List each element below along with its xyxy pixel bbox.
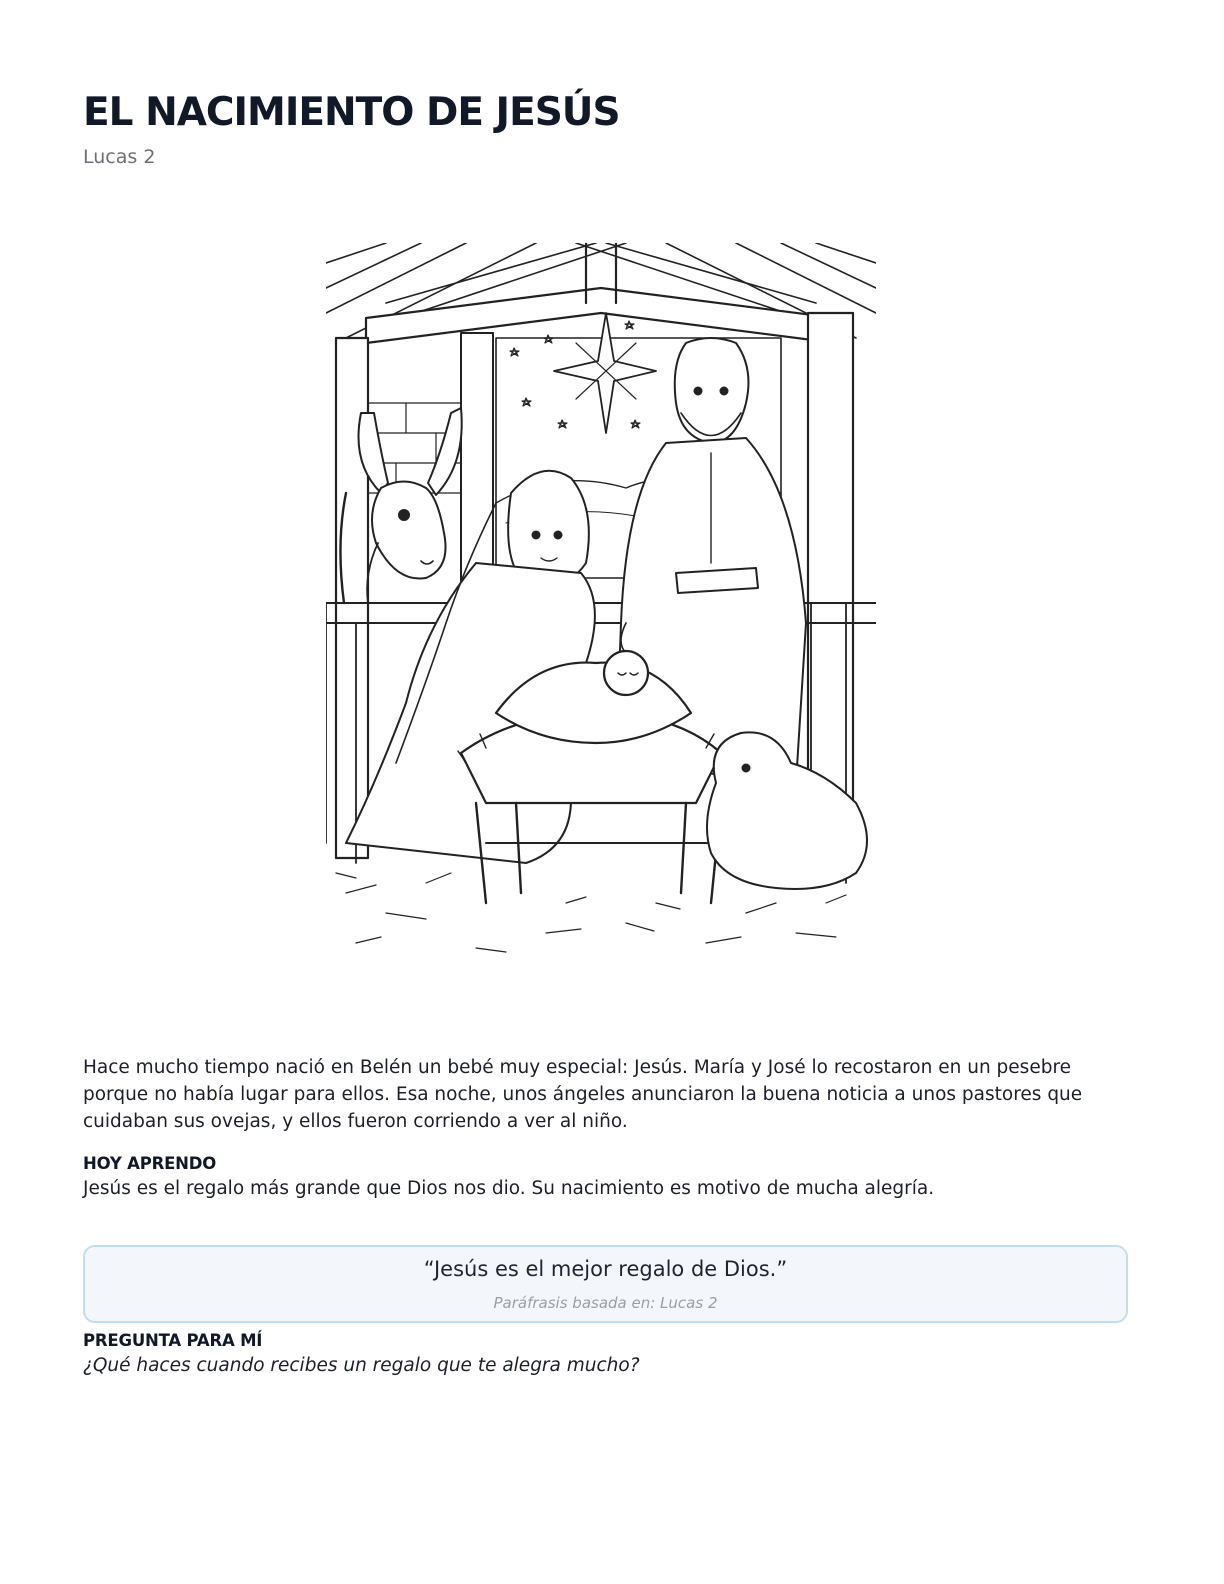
question-text: ¿Qué haces cuando recibes un regalo que te alegra mucho? (83, 1355, 640, 1376)
scripture-reference: Lucas 2 (83, 146, 156, 168)
star-of-bethlehem (554, 313, 656, 433)
memory-verse-reference: Paráfrasis basada en: Lucas 2 (493, 1294, 718, 1312)
learn-text: Jesús es el regalo más grande que Dios nos dio. Su nacimiento es motivo de mucha alegría. (83, 1178, 935, 1199)
learn-heading: HOY APRENDO (83, 1154, 217, 1173)
question-heading: PREGUNTA PARA MÍ (83, 1331, 263, 1350)
story-paragraph: Hace mucho tiempo nació en Belén un bebé muy especial: Jesús. María y José lo recostaron en un pesebre porque no había lugar para ellos. Esa noche, unos ángeles anunciaron la buena noticia a unos pastores que cuidaban sus ovejas, y ellos fueron corriendo a ver al niño. (83, 1057, 1083, 1132)
nativity-coloring-icon (326, 243, 876, 955)
memory-verse-text: “Jesús es el mejor regalo de Dios.” (423, 1257, 788, 1281)
nativity-illustration (326, 243, 876, 955)
page-title: EL NACIMIENTO DE JESÚS (83, 90, 620, 135)
memory-verse-box (83, 1245, 1128, 1323)
